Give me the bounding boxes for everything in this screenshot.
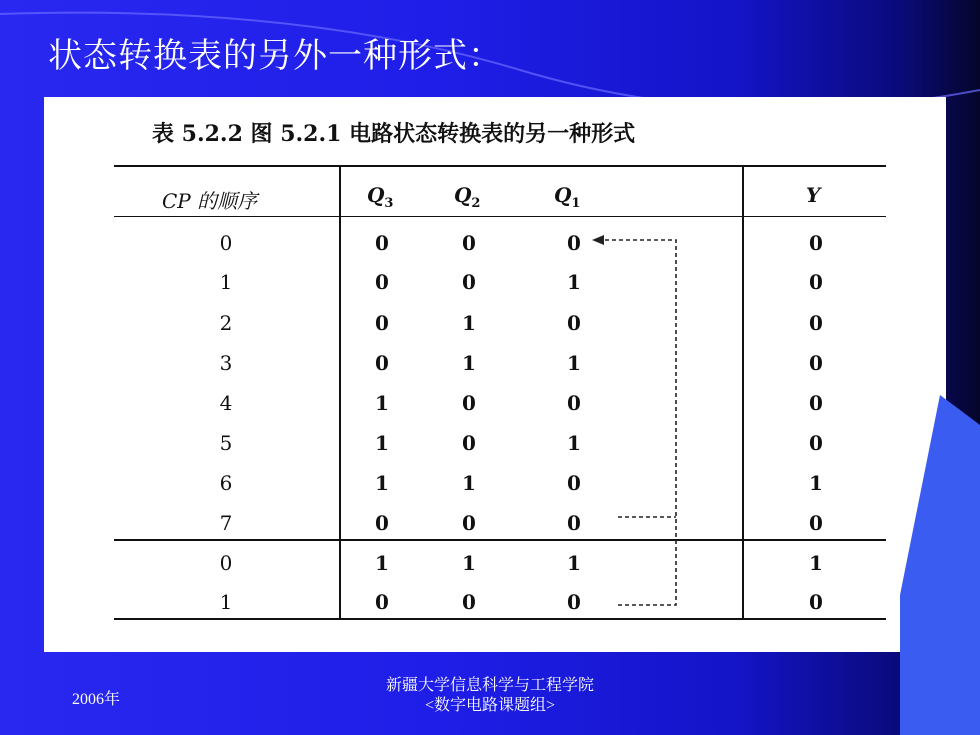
footer-year: 2006年 (72, 691, 121, 708)
cell-q1: 1 (567, 270, 581, 294)
cell-q2: 1 (462, 351, 476, 375)
slide-title: 状态转换表的另外一种形式： (48, 36, 503, 76)
cell-cp: 3 (219, 351, 233, 375)
cell-y: 0 (809, 391, 823, 415)
loop-back-arrow (584, 227, 694, 617)
cell-q1: 0 (567, 231, 581, 255)
header-y-label: Y (806, 183, 821, 207)
table-bottom-rule (114, 618, 886, 620)
cell-cp: 5 (219, 431, 233, 455)
table-top-rule (114, 165, 886, 167)
header-q3-letter: Q (367, 183, 385, 207)
footer-org-line-2: <数字电路课题组> (424, 697, 556, 714)
cell-q2: 0 (462, 511, 476, 535)
cell-q2: 1 (462, 551, 476, 575)
header-q1-letter: Q (554, 183, 572, 207)
cell-y: 0 (809, 511, 823, 535)
cell-q3: 1 (375, 431, 389, 455)
table-cycle-rule (114, 539, 886, 541)
cell-cp: 0 (219, 551, 233, 575)
table-col-divider-2 (742, 165, 744, 620)
footer-org-line-1: 新疆大学信息科学与工程学院 (385, 677, 594, 694)
header-cp-order (162, 185, 257, 214)
header-q3-sub: 3 (384, 196, 394, 211)
cell-q1: 0 (567, 590, 581, 614)
cell-q2: 0 (462, 391, 476, 415)
header-cp-label: CP 的顺序 (162, 189, 258, 213)
header-q2 (454, 183, 480, 211)
cell-y: 0 (809, 311, 823, 335)
corner-accent-shape (900, 395, 980, 735)
footer-organization (330, 676, 650, 716)
header-q1 (554, 183, 580, 211)
cell-q2: 0 (462, 231, 476, 255)
table-header-rule (114, 216, 886, 217)
header-q2-letter: Q (454, 183, 472, 207)
cell-q1: 0 (567, 391, 581, 415)
cell-q3: 1 (375, 471, 389, 495)
cell-q1: 1 (567, 551, 581, 575)
cell-q1: 0 (567, 311, 581, 335)
cell-cp: 1 (219, 590, 233, 614)
cell-q3: 0 (375, 590, 389, 614)
cell-cp: 6 (219, 471, 233, 495)
cell-q3: 0 (375, 311, 389, 335)
cell-q3: 1 (375, 391, 389, 415)
cell-q3: 0 (375, 511, 389, 535)
header-y (806, 183, 820, 207)
cell-cp: 2 (219, 311, 233, 335)
table-col-divider-1 (339, 165, 341, 620)
cell-y: 0 (809, 431, 823, 455)
table-caption: 表 5.2.2 图 5.2.1 电路状态转换表的另一种形式 (152, 121, 636, 147)
cell-q2: 1 (462, 471, 476, 495)
cell-cp: 7 (219, 511, 233, 535)
header-q1-sub: 1 (571, 196, 581, 211)
cell-q3: 0 (375, 231, 389, 255)
cell-q2: 1 (462, 311, 476, 335)
cell-cp: 4 (219, 391, 233, 415)
cell-q3: 0 (375, 270, 389, 294)
cell-q1: 0 (567, 511, 581, 535)
cell-q2: 0 (462, 431, 476, 455)
cell-y: 1 (809, 551, 823, 575)
cell-q2: 0 (462, 270, 476, 294)
header-q2-sub: 2 (471, 196, 481, 211)
cell-q1: 1 (567, 351, 581, 375)
cell-y: 1 (809, 471, 823, 495)
cell-y: 0 (809, 590, 823, 614)
table-image-panel (44, 97, 946, 652)
header-q3 (367, 183, 393, 211)
cell-q1: 0 (567, 471, 581, 495)
cell-y: 0 (809, 351, 823, 375)
cell-q3: 0 (375, 351, 389, 375)
cell-cp: 1 (219, 270, 233, 294)
cell-y: 0 (809, 231, 823, 255)
cell-q3: 1 (375, 551, 389, 575)
cell-cp: 0 (219, 231, 233, 255)
cell-q2: 0 (462, 590, 476, 614)
cell-y: 0 (809, 270, 823, 294)
cell-q1: 1 (567, 431, 581, 455)
